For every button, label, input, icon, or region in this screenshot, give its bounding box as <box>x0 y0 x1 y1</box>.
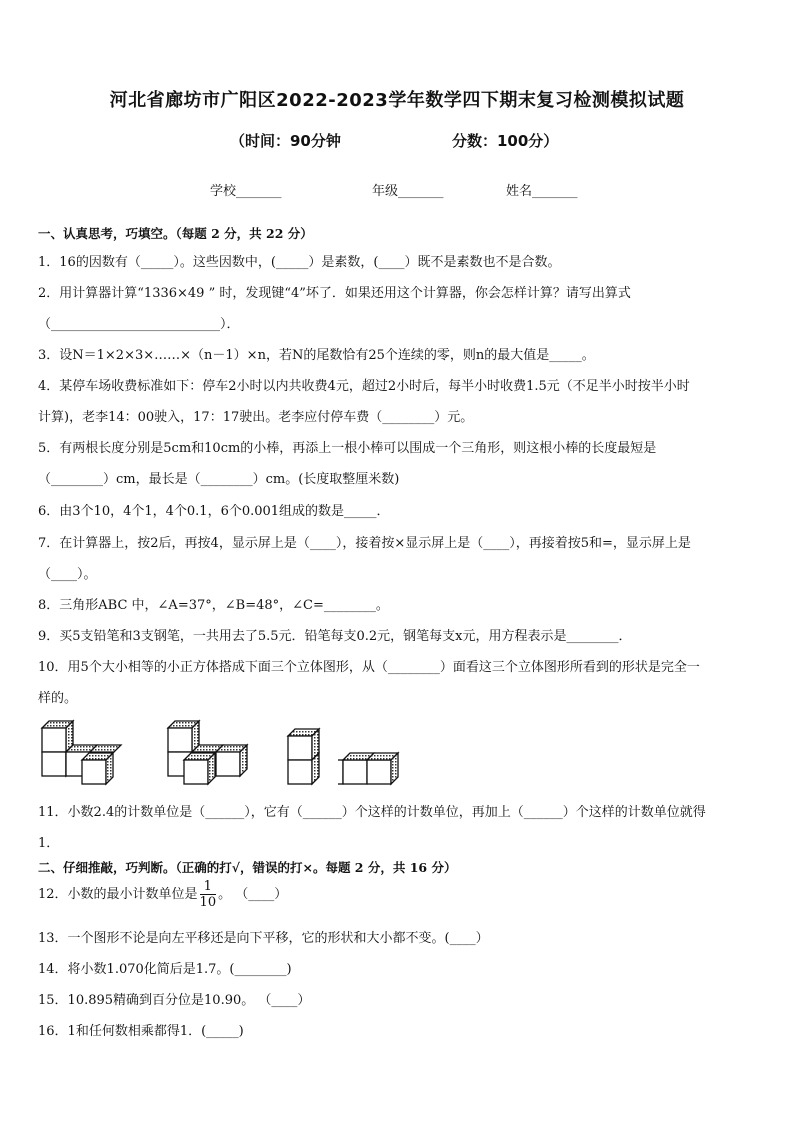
question-4-line-2: 计算)，老李14：00驶入，17：17驶出。老李应付停车费（________）元。 <box>38 410 474 425</box>
question-12 <box>38 880 758 909</box>
question-12-text: 12．小数的最小计数单位是 <box>38 887 198 902</box>
question-11-line-2: 1． <box>38 836 60 851</box>
question-8: 8．三角形ABC 中，∠A=37°，∠B=48°，∠C=________。 <box>38 598 389 613</box>
question-5-line-2: （________）cm，最长是（________）cm。(长度取整厘米数) <box>38 472 400 487</box>
question-7-line-2: （____）。 <box>38 567 97 582</box>
question-12-answer: 。 （____） <box>218 887 288 902</box>
cube-figure-2 <box>168 721 247 784</box>
question-10-line-2: 样的。 <box>38 691 78 706</box>
cube-figure-1 <box>42 721 121 784</box>
name-field: 姓名_______ <box>506 184 578 199</box>
cube-figure-3 <box>288 729 319 784</box>
question-1: 1．16的因数有（_____）。这些因数中，(_____）是素数，(____）既不是素数也不是合数。 <box>38 255 561 270</box>
question-5-line-1: 5．有两根长度分别是5cm和10cm的小棒，再添上一根小棒可以围成一个三角形，则这根小棒的长度最短是 <box>38 441 657 456</box>
fraction-denominator: 10 <box>199 895 217 910</box>
fraction-numerator: 1 <box>200 880 217 895</box>
question-2-line-2: （__________________________）． <box>38 317 240 332</box>
question-15: 15．10.895精确到百分位是10.90。 （____） <box>38 993 311 1008</box>
question-3: 3．设N＝1×2×3×……×（n－1）×n，若N的尾数恰有25个连续的零，则n的最大值是_____。 <box>38 348 595 363</box>
question-6: 6．由3个10，4个1，4个0.1，6个0.001组成的数是_____． <box>38 504 390 519</box>
section-2-heading: 二、仔细推敲，巧判断。（正确的打√，错误的打×。每题 2 分，共 16 分） <box>38 860 457 875</box>
question-14: 14．将小数1.070化简后是1.7。(________) <box>38 962 292 977</box>
question-4-line-1: 4．某停车场收费标准如下：停车2小时以内共收费4元，超过2小时后，每半小时收费1.5元（不足半小时按半小时 <box>38 379 690 394</box>
question-16: 16．1和任何数相乘都得1．(_____) <box>38 1024 244 1039</box>
section-1-heading: 一、认真思考，巧填空。（每题 2 分，共 22 分） <box>38 226 313 241</box>
question-13: 13．一个图形不论是向左平移还是向下平移，它的形状和大小都不变。(____） <box>38 931 489 946</box>
question-7-line-1: 7．在计算器上，按2后，再按4，显示屏上是（____），接着按×显示屏上是（____），再接着按5和=，显示屏上是 <box>38 536 691 551</box>
cube-figures <box>38 716 338 786</box>
grade-field: 年级_______ <box>372 184 444 199</box>
question-11-line-1: 11．小数2.4的计数单位是（______），它有（______）个这样的计数单位，再加上（______）个这样的计数单位就得 <box>38 805 706 820</box>
question-10-line-1: 10．用5个大小相等的小正方体搭成下面三个立体图形，从（________）面看这三个立体图形所看到的形状是完全一 <box>38 660 700 675</box>
cube-figure-3-extension <box>338 716 408 786</box>
exam-time: （时间：90分钟 <box>230 132 341 150</box>
exam-score: 分数：100分） <box>452 132 559 150</box>
question-9: 9．买5支铅笔和3支钢笔，一共用去了5.5元．铅笔每支0.2元，钢笔每支x元，用方程表示是________． <box>38 629 632 644</box>
exam-title: 河北省廊坊市广阳区2022-2023学年数学四下期末复习检测模拟试题 <box>109 90 685 111</box>
school-field: 学校_______ <box>210 184 282 199</box>
question-2-line-1: 2．用计算器计算“1336×49 ” 时，发现键“4”坏了．如果还用这个计算器，你会怎样计算？请写出算式 <box>38 286 631 301</box>
fraction-one-tenth <box>200 880 217 909</box>
